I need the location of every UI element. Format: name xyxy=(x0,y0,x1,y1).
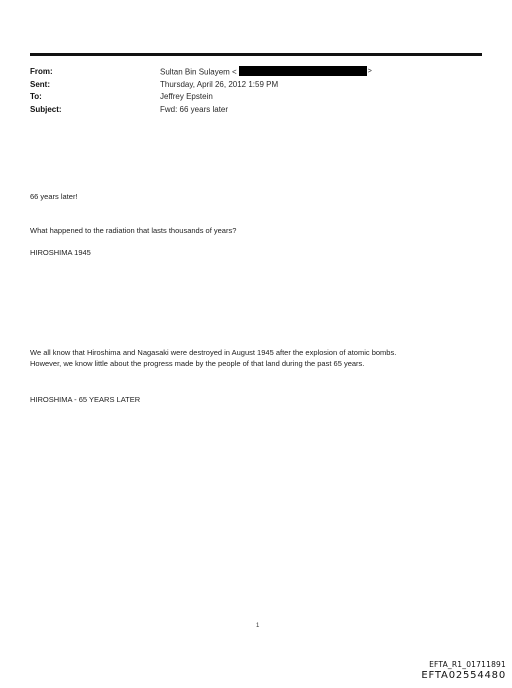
to-value: Jeffrey Epstein xyxy=(160,92,213,101)
to-row xyxy=(30,91,490,104)
body-line-greeting: 66 years later! xyxy=(30,192,78,201)
body-paragraph-line-1: We all know that Hiroshima and Nagasaki were destroyed in August 1945 after the explosion of atomic bombs. xyxy=(30,348,397,357)
body-paragraph-line-2: However, we know little about the progress made by the people of that land during the past 65 years. xyxy=(30,359,365,368)
subject-row xyxy=(30,104,490,117)
body-line-question: What happened to the radiation that lasts thousands of years? xyxy=(30,226,237,235)
sent-row xyxy=(30,79,490,92)
doc-id-secondary: EFTA02554480 xyxy=(421,670,506,681)
to-label: To: xyxy=(30,92,42,101)
subject-value: Fwd: 66 years later xyxy=(160,104,229,114)
from-row xyxy=(30,66,490,79)
sent-label: Sent: xyxy=(30,79,50,89)
page-number: 1 xyxy=(256,623,260,629)
redaction-block xyxy=(239,66,367,76)
from-label: From: xyxy=(30,67,53,76)
sent-value: Thursday, April 26, 2012 1:59 PM xyxy=(160,79,279,89)
body-line-hiroshima-65: HIROSHIMA - 65 YEARS LATER xyxy=(30,395,141,404)
document-ids xyxy=(421,660,506,682)
email-header xyxy=(30,66,490,116)
sender-name: Sultan Bin Sulayem < xyxy=(160,67,237,77)
header-divider xyxy=(30,53,482,56)
subject-label: Subject: xyxy=(30,104,62,114)
doc-id-primary: EFTA_R1_01711891 xyxy=(429,660,506,669)
from-tail: > xyxy=(367,68,372,75)
from-value xyxy=(160,66,372,79)
body-line-hiroshima-1945: HIROSHIMA 1945 xyxy=(30,248,91,257)
